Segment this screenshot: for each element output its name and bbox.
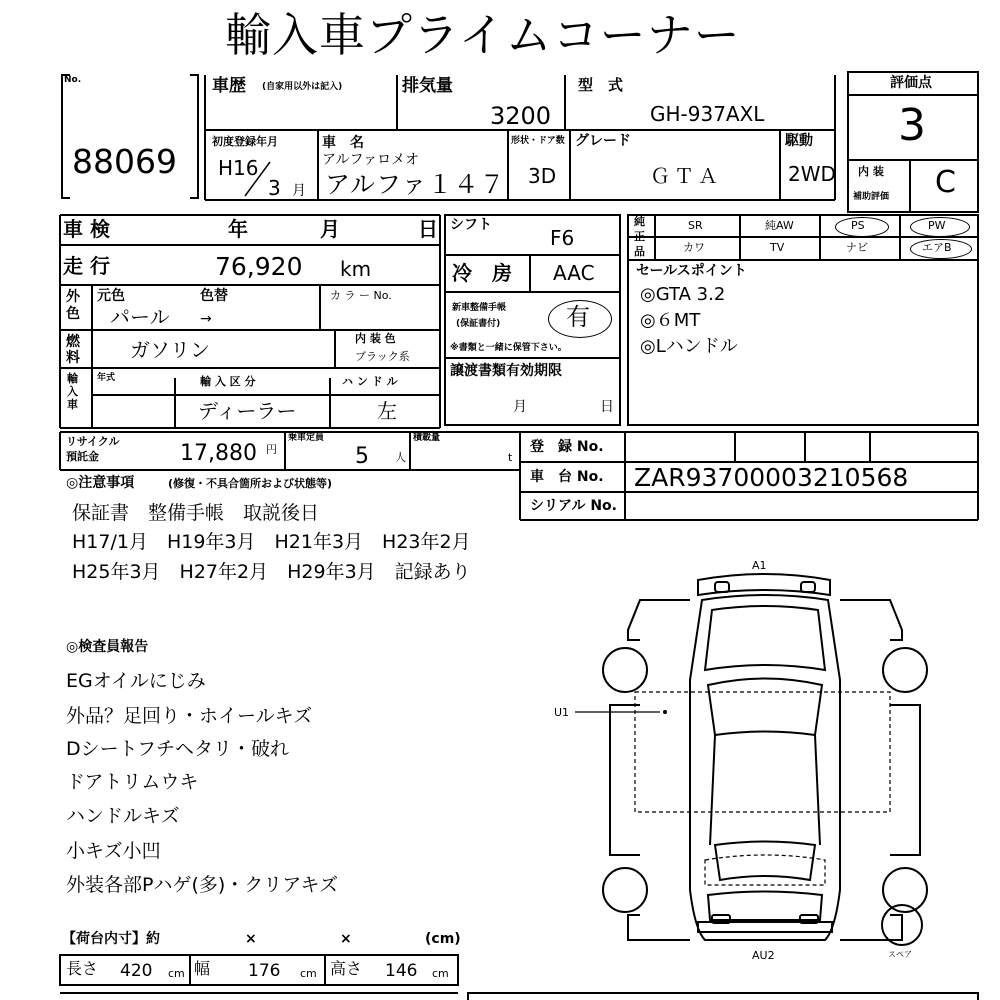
transfer-label: 譲渡書類有効期限 <box>450 363 562 379</box>
sales-point-item: ◎Lハンドル <box>640 336 738 357</box>
color-label: 外色 <box>66 289 80 322</box>
inspector-line: 小キズ小凹 <box>66 840 161 862</box>
shape-label: 形状・ドア数 <box>511 136 565 146</box>
height-unit: cm <box>432 967 449 980</box>
interior-label-top: 内 装 <box>858 165 884 178</box>
import-type-label: 輸 入 区 分 <box>200 375 256 388</box>
chassis-label: 車 台 No. <box>530 469 604 485</box>
handle-label: ハ ン ド ル <box>342 375 398 388</box>
drive-label: 駆動 <box>785 133 813 149</box>
service-book-note: ※書類と一緒に保管下さい。 <box>450 343 567 353</box>
notes-line: H17/1月 H19年3月 H21年3月 H23年2月 <box>72 531 471 553</box>
score-label: 評価点 <box>890 75 932 91</box>
model-code-value: GH-937AXL <box>650 102 765 126</box>
aircon-value: AAC <box>553 261 595 285</box>
serial-label: シリアル No. <box>530 498 617 514</box>
aircon-label: 冷 房 <box>452 261 512 285</box>
cargo-x2: × <box>340 931 352 947</box>
recycle-label2: 預託金 <box>66 450 99 463</box>
length-value: 420 <box>120 961 153 981</box>
capacity-unit: 人 <box>395 451 406 464</box>
width-label: 幅 <box>194 959 211 978</box>
inspector-line: Dシートフチヘタリ・破れ <box>66 738 290 760</box>
inspector-line: ドアトリムウキ <box>66 771 199 793</box>
mileage-label: 走 行 <box>63 254 110 278</box>
color-code-label: カ ラ ー No. <box>330 289 392 302</box>
grade-label: グレード <box>575 133 631 149</box>
registration-label: 登 録 No. <box>530 439 604 455</box>
load-label: 積載量 <box>413 433 441 443</box>
diagram-front-label: A1 <box>752 559 767 572</box>
notes-header: ◎注意事項 <box>66 475 135 491</box>
page-title: 輸入車プライムコーナー <box>225 8 741 62</box>
option-airbag: エアB <box>922 241 952 254</box>
service-book-value: 有 <box>566 303 590 331</box>
first-reg-month: 3 <box>268 176 281 200</box>
transfer-day: 日 <box>600 399 614 415</box>
service-book-label1: 新車整備手帳 <box>452 303 507 313</box>
inspector-header: ◎検査員報告 <box>66 639 149 655</box>
inspector-line: ハンドルキズ <box>66 805 180 827</box>
notes-header-sub: (修復・不具合箇所および状態等) <box>168 477 333 490</box>
inspector-line: EGオイルにじみ <box>66 670 206 692</box>
shift-label: シフト <box>450 217 492 233</box>
option-leather: カワ <box>683 241 705 254</box>
width-unit: cm <box>300 967 317 980</box>
length-label: 長さ <box>66 959 99 978</box>
interior-score: C <box>935 165 956 200</box>
displacement-value: 3200 <box>490 102 552 130</box>
history-sub: (自家用以外は記入) <box>262 82 343 92</box>
height-value: 146 <box>385 961 418 981</box>
recycle-label1: リサイクル <box>66 435 120 448</box>
shift-value: F6 <box>550 226 575 250</box>
inspection-label: 車 検 <box>63 217 110 241</box>
capacity-label: 乗車定員 <box>288 433 325 443</box>
first-reg-month-unit: 月 <box>292 183 306 199</box>
sales-points-label: セールスポイント <box>636 263 747 279</box>
capacity-value: 5 <box>355 444 369 469</box>
drive-value: 2WD <box>788 162 836 186</box>
diagram-spare-label: スペア <box>888 950 912 959</box>
handle-value: 左 <box>377 399 397 423</box>
lot-number: 88069 <box>72 142 177 181</box>
first-reg-label: 初度登録年月 <box>212 135 278 148</box>
car-name-label: 車 名 <box>322 135 364 151</box>
recycle-unit: 円 <box>266 443 277 456</box>
lot-label: No. <box>64 75 82 85</box>
diagram-left-label: U1 <box>554 706 570 719</box>
interior-label-bottom: 補助評価 <box>853 192 890 202</box>
notes-line: H25年3月 H27年2月 H29年3月 記録あり <box>72 561 471 583</box>
sales-point-item: ◎６MT <box>640 310 701 331</box>
options-label: 純正品 <box>634 215 645 258</box>
car-name-value: アルファ１４７ <box>325 170 506 199</box>
mileage-unit: km <box>340 257 372 281</box>
history-label: 車歴 <box>212 76 246 96</box>
height-label: 高さ <box>330 959 363 978</box>
model-code-label: 型 式 <box>578 76 624 94</box>
chassis-value: ZAR93700003210568 <box>634 463 909 492</box>
diagram-rear-label: AU2 <box>752 949 775 962</box>
option-pw: PW <box>928 219 946 232</box>
car-damage-diagram <box>540 560 980 980</box>
width-value: 176 <box>248 961 281 981</box>
inspector-line: 外品？足回り・ホイールキズ <box>66 705 313 727</box>
transfer-month: 月 <box>513 399 527 415</box>
fuel-value: ガソリン <box>130 338 210 362</box>
option-tv: TV <box>770 241 785 254</box>
car-maker: アルファロメオ <box>322 152 420 168</box>
grade-value: ＧＴＡ <box>650 164 722 188</box>
import-year-label: 年式 <box>97 373 116 383</box>
import-type-value: ディーラー <box>198 399 297 423</box>
interior-color-label: 内 装 色 <box>355 332 396 345</box>
color-change-label: 色替 <box>200 288 228 304</box>
inspection-day: 日 <box>418 217 438 241</box>
inspection-year: 年 <box>228 217 248 241</box>
notes-line: 保証書 整備手帳 取説後日 <box>72 502 320 524</box>
fuel-label: 燃料 <box>66 334 80 366</box>
length-unit: cm <box>168 967 185 980</box>
option-ps: PS <box>851 219 865 232</box>
cargo-unit: (cm) <box>425 931 461 947</box>
color-arrow: → <box>200 311 212 327</box>
sales-point-item: ◎GTA 3.2 <box>640 284 726 305</box>
load-unit: t <box>508 451 513 464</box>
import-label: 輸入車 <box>67 372 78 411</box>
first-reg-era: H16 <box>218 156 259 180</box>
option-alloy-wheels: 純AW <box>765 219 794 232</box>
score-value: 3 <box>898 100 926 151</box>
inspection-month: 月 <box>320 217 340 241</box>
inspector-line: 外装各部Pハゲ(多)・クリアキズ <box>66 874 339 896</box>
color-orig-value: パール <box>110 305 170 329</box>
mileage-value: 76,920 <box>215 252 303 281</box>
option-sr: SR <box>688 219 703 232</box>
shape-value: 3D <box>528 164 557 188</box>
recycle-value: 17,880 <box>180 441 257 466</box>
service-book-label2: (保証書付) <box>456 319 501 329</box>
displacement-label: 排気量 <box>402 76 453 96</box>
cargo-label: 【荷台内寸】約 <box>62 931 160 947</box>
option-navi: ナビ <box>846 241 868 254</box>
interior-color-value: ブラック系 <box>355 350 410 363</box>
cargo-x1: × <box>245 931 257 947</box>
color-orig-label: 元色 <box>97 288 125 304</box>
